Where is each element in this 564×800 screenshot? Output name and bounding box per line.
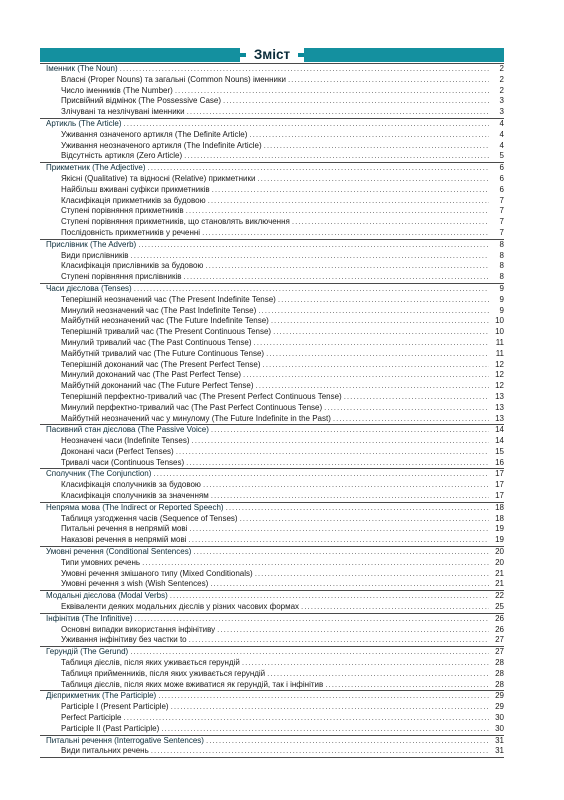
toc-entry-label: Види питальних речень xyxy=(61,746,149,756)
toc-page-number: 21 xyxy=(495,568,504,578)
toc-page-number: 10 xyxy=(495,327,504,337)
dot-leader xyxy=(209,491,489,502)
toc-page-number: 4 xyxy=(499,118,504,128)
toc-subsection-entry[interactable] xyxy=(40,228,504,239)
toc-entry-label: Теперішній тривалий час (The Present Continuous Tense) xyxy=(61,327,272,337)
dot-leader xyxy=(265,669,489,680)
toc-entry-label: Теперішній неозначений час (The Present Indefinite Tense) xyxy=(61,294,276,304)
toc-page-number: 2 xyxy=(499,64,504,73)
dot-leader xyxy=(187,535,490,546)
toc-page-number: 8 xyxy=(499,250,504,260)
toc-entry-label: Еквіваленти деяких модальних дієслів у різних часових формах xyxy=(61,602,300,612)
dot-leader xyxy=(174,447,489,458)
dot-leader xyxy=(136,240,489,251)
toc-entry-label: Типи умовних речень xyxy=(61,557,141,567)
dot-leader xyxy=(184,206,489,217)
toc-entry-label: Минулий тривалий час (The Past Continuous Tense) xyxy=(61,337,252,347)
toc-entry-label: Число іменників (The Number) xyxy=(61,85,173,95)
toc-page-number: 21 xyxy=(495,579,504,589)
dot-leader xyxy=(240,658,489,669)
dot-leader xyxy=(286,75,489,86)
toc-page-number: 15 xyxy=(495,446,504,456)
toc-page-number: 14 xyxy=(495,425,504,435)
dot-leader xyxy=(168,591,489,602)
toc-section-entry[interactable] xyxy=(40,118,504,130)
dot-leader xyxy=(269,316,489,327)
toc-entry-label: Послідовність прикметників у реченні xyxy=(61,227,201,237)
toc-page-number: 26 xyxy=(495,613,504,623)
toc-entry-label: Модальні дієслова (Modal Verbs) xyxy=(46,591,168,601)
toc-entry-label: Уживання неозначеного артикля (The Indefinite Article) xyxy=(61,140,262,150)
dot-leader xyxy=(132,614,489,625)
toc-page-number: 9 xyxy=(499,294,504,304)
toc-page-number: 12 xyxy=(495,381,504,391)
toc-subsection-entry[interactable] xyxy=(40,558,504,569)
toc-entry-label: Герундій (The Gerund) xyxy=(46,647,129,657)
toc-subsection-entry[interactable] xyxy=(40,360,504,371)
dot-leader xyxy=(201,480,489,491)
toc-section-entry[interactable] xyxy=(40,424,504,436)
toc-page-number: 8 xyxy=(499,272,504,282)
dot-leader xyxy=(206,196,489,207)
toc-subsection-entry[interactable] xyxy=(40,579,504,590)
toc-subsection-entry[interactable] xyxy=(40,251,504,262)
toc-subsection-entry[interactable] xyxy=(40,602,504,613)
toc-entry-label: Присвійний відмінок (The Possessive Case) xyxy=(61,96,221,106)
toc-entry-label: Види прислівників xyxy=(61,250,129,260)
toc-section-entry[interactable] xyxy=(40,162,504,174)
toc-entry-label: Дієприкметник (The Participle) xyxy=(46,691,157,701)
toc-page-number: 29 xyxy=(495,702,504,712)
toc-page-number: 3 xyxy=(499,107,504,117)
toc-page-number: 11 xyxy=(495,348,504,358)
toc-subsection-entry[interactable] xyxy=(40,658,504,669)
dot-leader xyxy=(256,306,489,317)
dot-leader xyxy=(121,713,489,724)
toc-page-number: 4 xyxy=(499,140,504,150)
toc-page-number: 2 xyxy=(499,74,504,84)
dot-leader xyxy=(184,458,489,469)
toc-page-number: 11 xyxy=(495,337,504,347)
toc-page-number: 6 xyxy=(499,163,504,173)
dot-leader xyxy=(128,647,489,658)
toc-list xyxy=(40,63,504,757)
toc-subsection-entry[interactable] xyxy=(40,669,504,680)
dot-leader xyxy=(224,503,489,514)
toc-page-number: 22 xyxy=(495,591,504,601)
toc-page-number: 28 xyxy=(495,679,504,689)
toc-entry-label: Майбутній неозначений час у минулому (The Future Indefinite in the Past) xyxy=(61,413,331,423)
toc-entry-label: Participle II (Past Participle) xyxy=(61,723,160,733)
toc-page-number: 17 xyxy=(495,480,504,490)
toc-entry-label: Таблиця дієслів, після яких може вживатися як герундій, так і інфінітив xyxy=(61,679,324,689)
toc-entry-label: Таблиця прийменників, після яких уживається герундій xyxy=(61,668,266,678)
toc-subsection-entry[interactable] xyxy=(40,217,504,228)
toc-subsection-entry[interactable] xyxy=(40,295,504,306)
toc-entry-label: Майбутній доконаний час (The Future Perfect Tense) xyxy=(61,381,254,391)
toc-entry-label: Таблиця дієслів, після яких уживається герундій xyxy=(61,658,240,668)
toc-page-number: 6 xyxy=(499,184,504,194)
toc-section-entry[interactable] xyxy=(40,502,504,514)
toc-entry-label: Умовні речення з wish (Wish Sentences) xyxy=(61,579,209,589)
toc-subsection-entry[interactable] xyxy=(40,196,504,207)
toc-subsection-entry[interactable] xyxy=(40,447,504,458)
toc-entry-label: Класифікація прикметників за будовою xyxy=(61,195,206,205)
dot-leader xyxy=(140,558,489,569)
toc-section-entry[interactable] xyxy=(40,239,504,251)
dot-leader xyxy=(342,392,489,403)
toc-subsection-entry[interactable] xyxy=(40,635,504,646)
toc-section-entry[interactable] xyxy=(40,468,504,480)
toc-entry-label: Теперішній доконаний час (The Present Perfect Tense) xyxy=(61,359,261,369)
toc-page-number: 30 xyxy=(495,723,504,733)
dot-leader xyxy=(252,338,489,349)
toc-entry-label: Сполучник (The Conjunction) xyxy=(46,469,152,479)
toc-subsection-entry[interactable] xyxy=(40,261,504,272)
toc-subsection-entry[interactable] xyxy=(40,107,504,118)
toc-entry-label: Минулий перфектно-тривалий час (The Past Perfect Continuous Tense) xyxy=(61,402,323,412)
toc-section-entry[interactable] xyxy=(40,63,504,75)
toc-entry-label: Власні (Proper Nouns) та загальні (Common Nouns) іменники xyxy=(61,74,286,84)
dot-leader xyxy=(204,736,489,747)
toc-entry-label: Уживання означеного артикля (The Definite Article) xyxy=(61,129,248,139)
toc-entry-label: Найбільш вживані суфікси прикметників xyxy=(61,184,210,194)
toc-page-number: 20 xyxy=(495,547,504,557)
toc-subsection-entry[interactable] xyxy=(40,206,504,217)
toc-entry-label: Класифікація сполучників за значенням xyxy=(61,491,209,501)
toc-page-number: 7 xyxy=(499,227,504,237)
toc-subsection-entry[interactable] xyxy=(40,491,504,502)
toc-entry-label: Непряма мова (The Indirect or Reported Speech) xyxy=(46,502,224,512)
toc-entry-label: Минулий доконаний час (The Past Perfect Tense) xyxy=(61,370,241,380)
toc-subsection-entry[interactable] xyxy=(40,392,504,403)
dot-leader xyxy=(187,524,489,535)
dot-leader xyxy=(221,96,489,107)
toc-subsection-entry[interactable] xyxy=(40,702,504,713)
dot-leader xyxy=(185,107,489,118)
dot-leader xyxy=(276,295,489,306)
dot-leader xyxy=(323,680,489,691)
toc-entry-label: Тривалі часи (Continuous Tenses) xyxy=(61,457,185,467)
toc-entry-label: Таблиця узгодження часів (Sequence of Tenses) xyxy=(61,513,238,523)
toc-entry-label: Ступені порівняння прикметників, що становлять виключення xyxy=(61,217,290,227)
dot-leader xyxy=(215,625,489,636)
toc-section-entry[interactable] xyxy=(40,613,504,625)
toc-page-number: 10 xyxy=(495,316,504,326)
dot-leader xyxy=(156,691,489,702)
toc-page-number: 20 xyxy=(495,557,504,567)
toc-entry-label: Класифікація сполучників за будовою xyxy=(61,480,201,490)
toc-section-entry[interactable] xyxy=(40,646,504,658)
toc-page-number: 7 xyxy=(499,217,504,227)
dot-leader xyxy=(264,349,489,360)
toc-entry-label: Ступені порівняння прислівників xyxy=(61,272,182,282)
toc-page-number: 31 xyxy=(495,735,504,745)
toc-subsection-entry[interactable] xyxy=(40,680,504,691)
dot-leader xyxy=(299,602,489,613)
toc-page-number: 3 xyxy=(499,96,504,106)
toc-page-number: 31 xyxy=(495,746,504,756)
toc-entry-label: Неозначені часи (Indefinite Tenses) xyxy=(61,436,190,446)
toc-subsection-entry[interactable] xyxy=(40,306,504,317)
toc-subsection-entry[interactable] xyxy=(40,414,504,425)
toc-subsection-entry[interactable] xyxy=(40,713,504,724)
dot-leader xyxy=(122,119,489,130)
toc-page-number: 7 xyxy=(499,195,504,205)
toc-subsection-entry[interactable] xyxy=(40,436,504,447)
toc-entry-label: Майбутній тривалий час (The Future Continuous Tense) xyxy=(61,348,265,358)
toc-page-number: 29 xyxy=(495,691,504,701)
toc-subsection-entry[interactable] xyxy=(40,338,504,349)
toc-page-number: 28 xyxy=(495,658,504,668)
toc-subsection-entry[interactable] xyxy=(40,272,504,283)
toc-subsection-entry[interactable] xyxy=(40,327,504,338)
dot-leader xyxy=(191,547,489,558)
toc-page-number: 2 xyxy=(499,85,504,95)
toc-entry-label: Класифікація прислівників за будовою xyxy=(61,261,204,271)
toc-section-entry[interactable] xyxy=(40,546,504,558)
toc-subsection-entry[interactable] xyxy=(40,75,504,86)
toc-entry-label: Артикль (The Article) xyxy=(46,118,122,128)
table-of-contents-page xyxy=(40,48,504,758)
toc-entry-label: Теперішній перфектно-тривалий час (The Present Perfect Continuous Tense) xyxy=(61,391,342,401)
toc-page-number: 13 xyxy=(495,402,504,412)
toc-entry-label: Доконані часи (Perfect Tenses) xyxy=(61,446,174,456)
toc-subsection-entry[interactable] xyxy=(40,185,504,196)
toc-entry-label: Відсутність артикля (Zero Article) xyxy=(61,151,183,161)
toc-page-number: 12 xyxy=(495,370,504,380)
toc-subsection-entry[interactable] xyxy=(40,724,504,735)
toc-subsection-entry[interactable] xyxy=(40,514,504,525)
toc-entry-label: Минулий неозначений час (The Past Indefinite Tense) xyxy=(61,305,257,315)
dot-leader xyxy=(151,469,489,480)
dot-leader xyxy=(254,381,489,392)
toc-entry-label: Ступені порівняння прикметників xyxy=(61,206,184,216)
dot-leader xyxy=(182,151,489,162)
toc-page-number: 19 xyxy=(495,535,504,545)
toc-page-number: 13 xyxy=(495,391,504,401)
toc-page-number: 8 xyxy=(499,239,504,249)
toc-title: Зміст xyxy=(246,47,298,62)
toc-subsection-entry[interactable] xyxy=(40,569,504,580)
toc-section-entry[interactable] xyxy=(40,735,504,747)
toc-page-number: 4 xyxy=(499,129,504,139)
dot-leader xyxy=(322,403,489,414)
toc-subsection-entry[interactable] xyxy=(40,625,504,636)
toc-entry-label: Прислівник (The Adverb) xyxy=(46,239,137,249)
dot-leader xyxy=(159,724,489,735)
dot-leader xyxy=(118,64,489,75)
dot-leader xyxy=(208,579,489,590)
dot-leader xyxy=(238,514,489,525)
toc-entry-label: Майбутній неозначений час (The Future Indefinite Tense) xyxy=(61,316,269,326)
dot-leader xyxy=(200,228,489,239)
toc-header xyxy=(40,48,504,62)
toc-page-number: 26 xyxy=(495,624,504,634)
toc-subsection-entry[interactable] xyxy=(40,381,504,392)
dot-leader xyxy=(209,425,489,436)
toc-entry-label: Умовні речення (Conditional Sentences) xyxy=(46,547,192,557)
dot-leader xyxy=(190,436,489,447)
toc-page-number: 25 xyxy=(495,602,504,612)
toc-section-entry[interactable] xyxy=(40,283,504,295)
toc-subsection-entry[interactable] xyxy=(40,458,504,469)
toc-subsection-entry[interactable] xyxy=(40,746,504,757)
dot-leader xyxy=(262,141,489,152)
toc-entry-label: Злічувані та незлічувані іменники xyxy=(61,107,185,117)
toc-subsection-entry[interactable] xyxy=(40,151,504,162)
toc-page-number: 28 xyxy=(495,668,504,678)
toc-page-number: 9 xyxy=(499,283,504,293)
toc-entry-label: Уживання інфінітиву без частки to xyxy=(61,635,187,645)
toc-page-number: 19 xyxy=(495,524,504,534)
toc-page-number: 8 xyxy=(499,261,504,271)
toc-page-number: 18 xyxy=(495,513,504,523)
dot-leader xyxy=(203,261,489,272)
dot-leader xyxy=(145,163,489,174)
dot-leader xyxy=(129,251,489,262)
dot-leader xyxy=(331,414,489,425)
dot-leader xyxy=(149,746,489,757)
toc-subsection-entry[interactable] xyxy=(40,370,504,381)
toc-page-number: 7 xyxy=(499,206,504,216)
toc-entry-label: Perfect Participle xyxy=(61,713,122,723)
dot-leader xyxy=(253,569,489,580)
toc-page-number: 30 xyxy=(495,713,504,723)
dot-leader xyxy=(255,174,489,185)
toc-entry-label: Основні випадки використання інфінітиву xyxy=(61,624,216,634)
toc-end-rule xyxy=(40,757,504,758)
dot-leader xyxy=(182,272,490,283)
toc-section-entry[interactable] xyxy=(40,590,504,602)
dot-leader xyxy=(210,185,489,196)
dot-leader xyxy=(241,370,489,381)
dot-leader xyxy=(132,284,489,295)
toc-subsection-entry[interactable] xyxy=(40,86,504,97)
toc-entry-label: Пасивний стан дієслова (The Passive Voice) xyxy=(46,425,209,435)
toc-subsection-entry[interactable] xyxy=(40,480,504,491)
dot-leader xyxy=(290,217,489,228)
toc-entry-label: Умовні речення змішаного типу (Mixed Conditionals) xyxy=(61,568,253,578)
toc-page-number: 5 xyxy=(499,151,504,161)
toc-entry-label: Часи дієслова (Tenses) xyxy=(46,283,132,293)
toc-subsection-entry[interactable] xyxy=(40,316,504,327)
dot-leader xyxy=(247,130,489,141)
toc-page-number: 6 xyxy=(499,173,504,183)
toc-subsection-entry[interactable] xyxy=(40,141,504,152)
toc-entry-label: Інфінітив (The Infinitive) xyxy=(46,613,133,623)
toc-entry-label: Питальні речення в непрямій мові xyxy=(61,524,188,534)
dot-leader xyxy=(173,86,489,97)
toc-page-number: 13 xyxy=(495,413,504,423)
toc-entry-label: Якісні (Qualitative) та відносні (Relative) прикметники xyxy=(61,173,256,183)
toc-subsection-entry[interactable] xyxy=(40,535,504,546)
toc-entry-label: Наказові речення в непрямій мові xyxy=(61,535,187,545)
toc-entry-label: Прикметник (The Adjective) xyxy=(46,163,146,173)
toc-page-number: 27 xyxy=(495,635,504,645)
toc-subsection-entry[interactable] xyxy=(40,349,504,360)
toc-page-number: 27 xyxy=(495,647,504,657)
dot-leader xyxy=(271,327,489,338)
toc-section-entry[interactable] xyxy=(40,690,504,702)
toc-page-number: 17 xyxy=(495,469,504,479)
toc-page-number: 17 xyxy=(495,491,504,501)
toc-page-number: 18 xyxy=(495,502,504,512)
dot-leader xyxy=(261,360,489,371)
toc-entry-label: Іменник (The Noun) xyxy=(46,64,118,73)
toc-subsection-entry[interactable] xyxy=(40,403,504,414)
toc-subsection-entry[interactable] xyxy=(40,174,504,185)
toc-page-number: 16 xyxy=(495,457,504,467)
toc-subsection-entry[interactable] xyxy=(40,524,504,535)
toc-entry-label: Participle I (Present Participle) xyxy=(61,702,169,712)
toc-page-number: 12 xyxy=(495,359,504,369)
toc-page-number: 9 xyxy=(499,305,504,315)
toc-subsection-entry[interactable] xyxy=(40,96,504,107)
dot-leader xyxy=(169,702,489,713)
toc-entry-label: Питальні речення (Interrogative Sentences) xyxy=(46,735,204,745)
dot-leader xyxy=(187,635,489,646)
toc-subsection-entry[interactable] xyxy=(40,130,504,141)
toc-page-number: 14 xyxy=(495,436,504,446)
